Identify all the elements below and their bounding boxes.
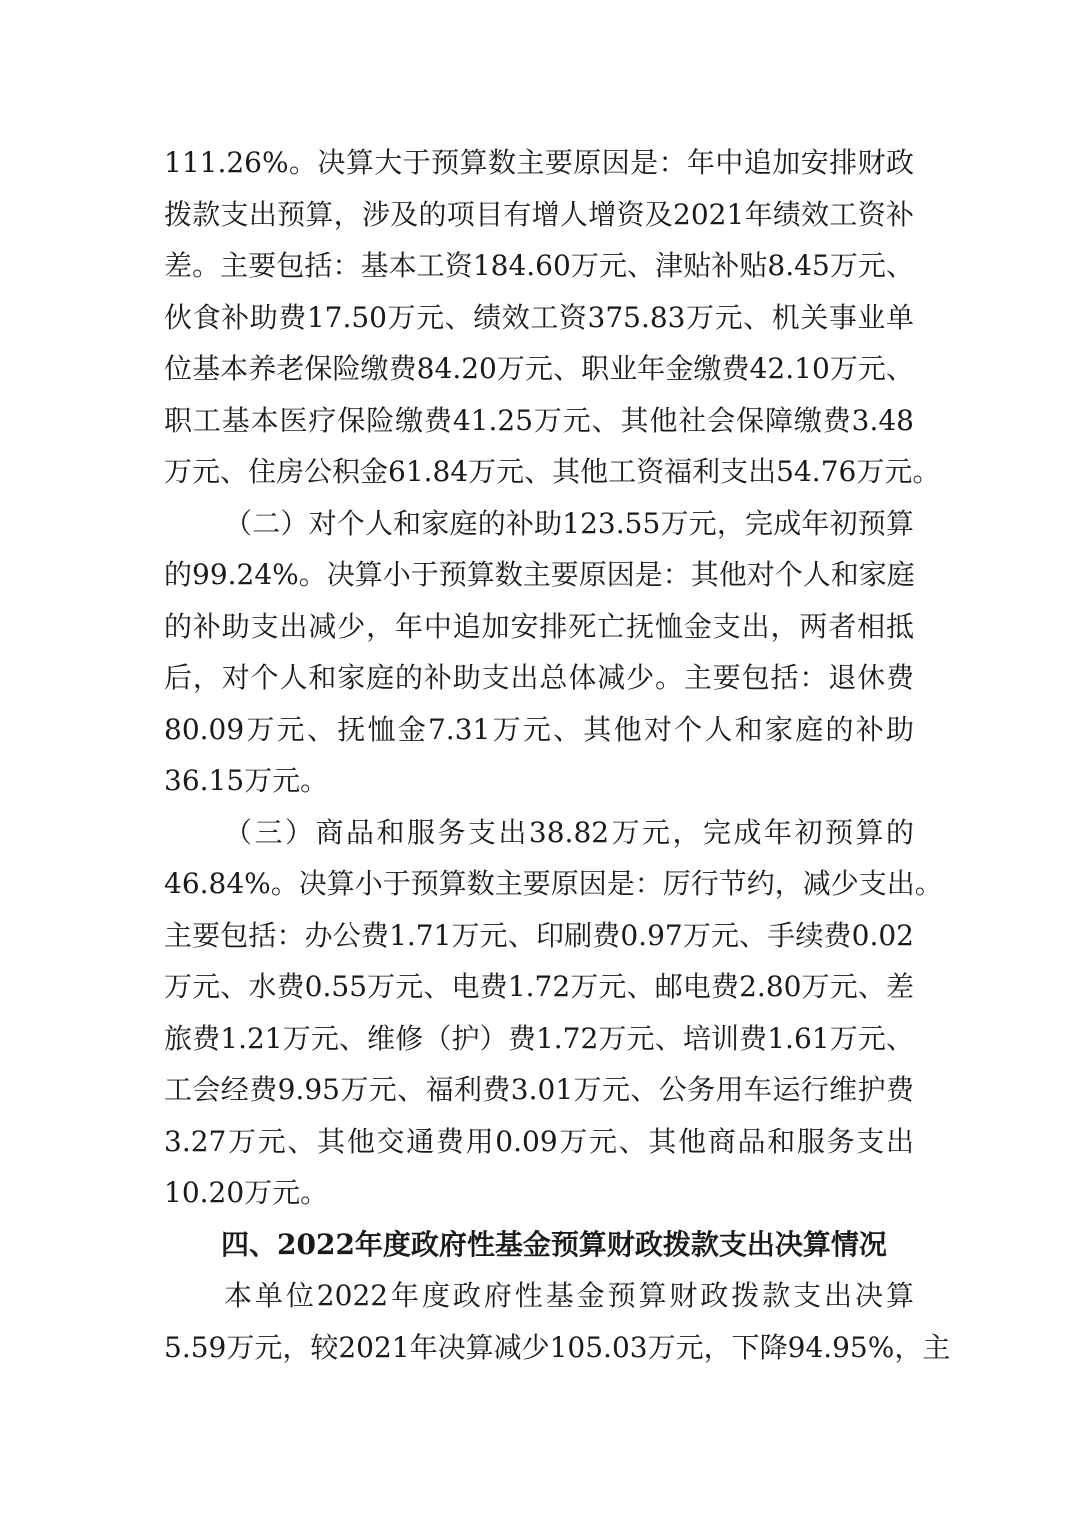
body-text-line: 的99.24%。决算小于预算数主要原因是：其他对个人和家庭 [164, 558, 915, 591]
section-heading: 四、2022年度政府性基金预算财政拨款支出决算情况 [221, 1227, 887, 1261]
body-text-line: 差。主要包括：基本工资184.60万元、津贴补贴8.45万元、 [164, 249, 914, 282]
body-text-line: 万元、水费0.55万元、电费1.72万元、邮电费2.80万元、差 [164, 970, 914, 1003]
body-text-line: 位基本养老保险缴费84.20万元、职业年金缴费42.10万元、 [164, 352, 914, 385]
body-text-line: 的补助支出减少，年中追加安排死亡抚恤金支出，两者相抵 [164, 609, 914, 643]
body-text-line: 伙食补助费17.50万元、绩效工资375.83万元、机关事业单 [164, 300, 914, 334]
document-body [164, 137, 951, 1373]
body-text-line: 10.20万元。 [164, 1176, 329, 1209]
body-text-line: 后，对个人和家庭的补助支出总体减少。主要包括：退休费 [164, 661, 914, 694]
paragraph-first-line: 本单位2022年度政府性基金预算财政拨款支出决算 [224, 1279, 914, 1312]
paragraph-first-line: （二）对个人和家庭的补助123.55万元，完成年初预算 [224, 506, 914, 540]
body-text-line: 36.15万元。 [164, 764, 329, 797]
body-text-line: 工会经费9.95万元、福利费3.01万元、公务用车运行维护费 [164, 1073, 914, 1106]
body-text-line: 拨款支出预算，涉及的项目有增人增资及2021年绩效工资补 [164, 197, 914, 231]
body-text-line: 80.09万元、抚恤金7.31万元、其他对个人和家庭的补助 [164, 712, 914, 746]
paragraph-first-line: （三）商品和服务支出38.82万元，完成年初预算的 [224, 815, 914, 849]
body-text-line: 3.27万元、其他交通费用0.09万元、其他商品和服务支出 [164, 1124, 914, 1158]
body-text-line: 职工基本医疗保险缴费41.25万元、其他社会保障缴费3.48 [164, 403, 914, 437]
body-text-line: 5.59万元，较2021年决算减少105.03万元，下降94.95%，主 [164, 1330, 951, 1364]
body-text-line: 111.26%。决算大于预算数主要原因是：年中追加安排财政 [164, 146, 914, 179]
body-text-line: 旅费1.21万元、维修（护）费1.72万元、培训费1.61万元、 [164, 1021, 914, 1055]
body-text-line: 万元、住房公积金61.84万元、其他工资福利支出54.76万元。 [164, 455, 941, 488]
body-text-line: 46.84%。决算小于预算数主要原因是：厉行节约，减少支出。 [164, 867, 943, 900]
body-text-line: 主要包括：办公费1.71万元、印刷费0.97万元、手续费0.02 [164, 918, 914, 952]
